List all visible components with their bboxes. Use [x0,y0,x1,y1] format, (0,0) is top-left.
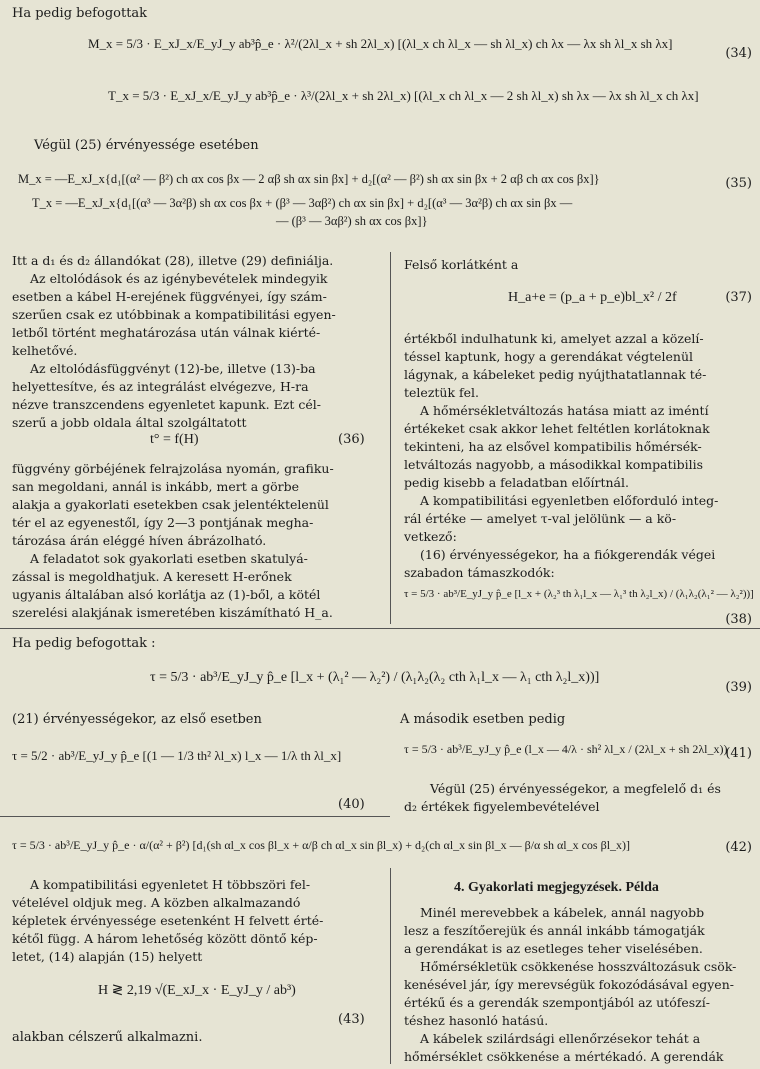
left-line: esetben a kábel H-erejének függvényei, így szám- [12,289,327,304]
eq34-line1: M_x = 5/3 · E_xJ_x/E_yJ_y ab³p̂_e · λ²/(2λl_x + sh 2λl_x) [(λl_x ch λl_x — sh λl_x) ch λx — λx sh λl_x sh λx] [88,36,673,51]
eq35-number: (35) [725,176,752,191]
left-line: kelhetővé. [12,343,78,358]
right-line: (16) érvényességekor, ha a fiókgerendák végei [420,547,716,562]
left-line: szerű a jobb oldala által szolgáltatott [12,415,247,430]
eq35-line2: T_x = —E_xJ_x{d₁[(α³ — 3α²β) sh αx cos βx + (β³ — 3αβ²) ch αx sin βx] + d₂[(α³ — 3α²β) ch αx sin βx — [32,196,573,210]
section-title: 4. Gyakorlati megjegyzések. Példa [454,880,659,895]
left-line: tér el az egyenestől, így 2—3 pontjának megha- [12,515,314,530]
eq43-number: (43) [338,1012,365,1027]
right-line: pedig kisebb a feladatban előírtnál. [404,475,629,490]
right-line: tekinteni, ha az elsővel kompatibilis hőmérsék- [404,439,702,454]
right-line: A hőmérsékletváltozás hatása miatt az iméntí [420,403,709,418]
eq39-formula: τ = 5/3 · ab³/E_yJ_y p̂_e [l_x + (λ₁² — λ₂²) / (λ₁λ₂(λ₂ cth λ₁l_x — λ₁ cth λ₂l_x))] [150,670,600,685]
bottom-left-line: képletek érvényessége esetenként H felvett érté- [12,913,324,928]
left-line: ugyanis általában alsó korlátja az (1)-ből, a kötél [12,587,321,602]
text25 [404,780,754,816]
bottom-right-line: hőmérséklet csökkenése a mértékadó. A gerendák [404,1049,724,1064]
intro2-text: Ha pedig befogottak : [12,636,156,651]
bottom-right-line: A kábelek szilárdsági ellenőrzésekor tehát a [420,1031,701,1046]
bottom-left-line: vételével oldjuk meg. A közben alkalmazandó [12,895,301,910]
left-line: tározása árán eléggé híven ábrázolható. [12,533,267,548]
eq40-number: (40) [338,797,365,812]
eq34-line2: T_x = 5/3 · E_xJ_x/E_yJ_y ab³p̂_e · λ³/(2λl_x + sh 2λl_x) [(λl_x ch λl_x — 2 sh λl_x) sh λx — λx sh λl_x ch λx] [108,88,699,103]
right-line: teleztük fel. [404,385,480,400]
bottom-right-line: kenésével jár, így merevségük fokozódásával egyen- [404,977,734,992]
eq36-formula: t° = f(H) [150,432,199,447]
eq38-formula: τ = 5/3 · ab³/E_yJ_y p̂_e [l_x + (λ₂³ th λ₁l_x — λ₁³ th λ₂l_x) / (λ₁λ₂(λ₁² — λ₂²))] [404,588,754,600]
bottom-left-text [12,876,378,966]
left-line: szerelési alakjának ismeretében kiszámítható H_a. [12,605,333,620]
left-line: szerűen csak ez utóbbinak a kompatibilitási egyen- [12,307,336,322]
left-line: nézve transzcendens egyenletet kapunk. Ezt cél- [12,397,321,412]
left-line: Itt a d₁ és d₂ állandókat (28), illetve (29) definiálja. [12,253,334,268]
left-line: Az eltolódásfüggvényt (12)-be, illetve (13)-ba [30,361,316,376]
right-line: lágynak, a kábeleket pedig nyújthatatlannak té- [404,367,707,382]
right-line: vetkező: [404,529,457,544]
eq42-formula: τ = 5/3 · ab³/E_yJ_y p̂_e · α/(α² + β²) [d₁(sh αl_x cos βl_x + α/β ch αl_x sin βl_x) + d₂(ch αl_x sin βl_x — β/α sh αl_x cos βl_x)] [12,838,631,852]
bottom-right-text [404,904,754,1066]
right-line: Felső korlátként a [404,257,519,272]
left-line: Az eltolódások és az igénybevételek mindegyik [30,271,328,286]
right-column-text [404,256,754,274]
bottom-left-line: letet, (14) alapján (15) helyett [12,949,203,964]
right-column-text-2 [404,330,754,582]
intro-text: Ha pedig befogottak [12,6,148,21]
eq34-number: (34) [725,46,752,61]
vegul25-text: Végül (25) érvényessége esetében [34,138,259,153]
bottom-left-text-2: alakban célszerű alkalmazni. [12,1030,203,1045]
section-divider [0,628,760,629]
eq39-number: (39) [725,680,752,695]
left-line: san megoldani, annál is inkább, mert a görbe [12,479,300,494]
left-line: alakja a gyakorlati esetekben csak jelentéktelenül [12,497,329,512]
text21: (21) érvényességekor, az első esetben [12,712,262,727]
eq35-line3: — (β³ — 3αβ²) sh αx cos βx]} [276,214,428,228]
left-line: függvény görbéjének felrajzolása nyomán, grafiku- [12,461,334,476]
right-line: értékből indulhatunk ki, amelyet azzal a közelí- [404,331,704,346]
right-line: rál értéke — amelyet τ-val jelölünk — a kö- [404,511,677,526]
bottom-right-line: lesz a feszítőerejük és annál inkább támogatják [404,923,705,938]
bottom-right-line: téshez hasonló hatású. [404,1013,549,1028]
eq37-number: (37) [725,290,752,305]
right-line: letváltozás nagyobb, a másodikkal kompatibilis [404,457,704,472]
bottom-right-line: Minél merevebbek a kábelek, annál nagyobb [420,905,705,920]
right-line: téssel kaptunk, hogy a gerendákat végtelenül [404,349,694,364]
eq43-formula: H ≷ 2,19 √(E_xJ_x · E_yJ_y / ab³) [98,983,296,998]
eq36-number: (36) [338,432,365,447]
bottom-left-line: kétől függ. A három lehetőség között döntő kép- [12,931,318,946]
eq42-number: (42) [725,840,752,855]
eq37-formula: H_a+e = (p_a + p_e)bl_x² / 2f [508,290,677,305]
left-column-text [12,252,378,432]
text25-line: d₂ értékek figyelembevételével [404,799,600,814]
bottom-left-line: A kompatibilitási egyenletet H többszöri fel- [30,877,311,892]
bottom-right-line: értékű és a gerendák szempontjából az utófeszí- [404,995,710,1010]
left-line: letből történt meghatározása után válnak kiérté- [12,325,321,340]
eq41-number: (41) [725,746,752,761]
eq41-formula: τ = 5/3 · ab³/E_yJ_y p̂_e (l_x — 4/λ · sh² λl_x / (2λl_x + sh 2λl_x)) [404,742,728,756]
left-line: A feladatot sok gyakorlati esetben skatulyá- [30,551,308,566]
left-line: helyettesítve, és az integrálást elvégezve, H-ra [12,379,309,394]
text25-line: Végül (25) érvényességekor, a megfelelő d₁ és [430,781,721,796]
column-divider-bottom [390,868,391,1064]
left-column-text-2 [12,460,378,622]
right-line: értékeket csak akkor lehet feltétlen korlátoknak [404,421,710,436]
bottom-right-line: Hőmérsékletük csökkenése hosszváltozásuk csök- [420,959,737,974]
right-line: szabadon támaszkodók: [404,565,555,580]
eq35-line1: M_x = —E_xJ_x{d₁[(α² — β²) ch αx cos βx — 2 αβ sh αx sin βx] + d₂[(α² — β²) sh αx sin βx + 2 αβ ch αx cos βx]} [18,172,600,186]
section-divider-left [0,816,390,817]
right-line: A kompatibilitási egyenletben előforduló integ- [420,493,719,508]
eq38-number: (38) [725,612,752,627]
text-masodik: A második esetben pedig [400,712,566,727]
eq40-formula: τ = 5/2 · ab³/E_yJ_y p̂_e [(1 — 1/3 th² λl_x) l_x — 1/λ th λl_x] [12,748,342,763]
column-divider [390,252,391,624]
left-line: zással is megoldhatjuk. A keresett H-erőnek [12,569,292,584]
bottom-right-line: a gerendákat is az esetleges teher viselésében. [404,941,703,956]
